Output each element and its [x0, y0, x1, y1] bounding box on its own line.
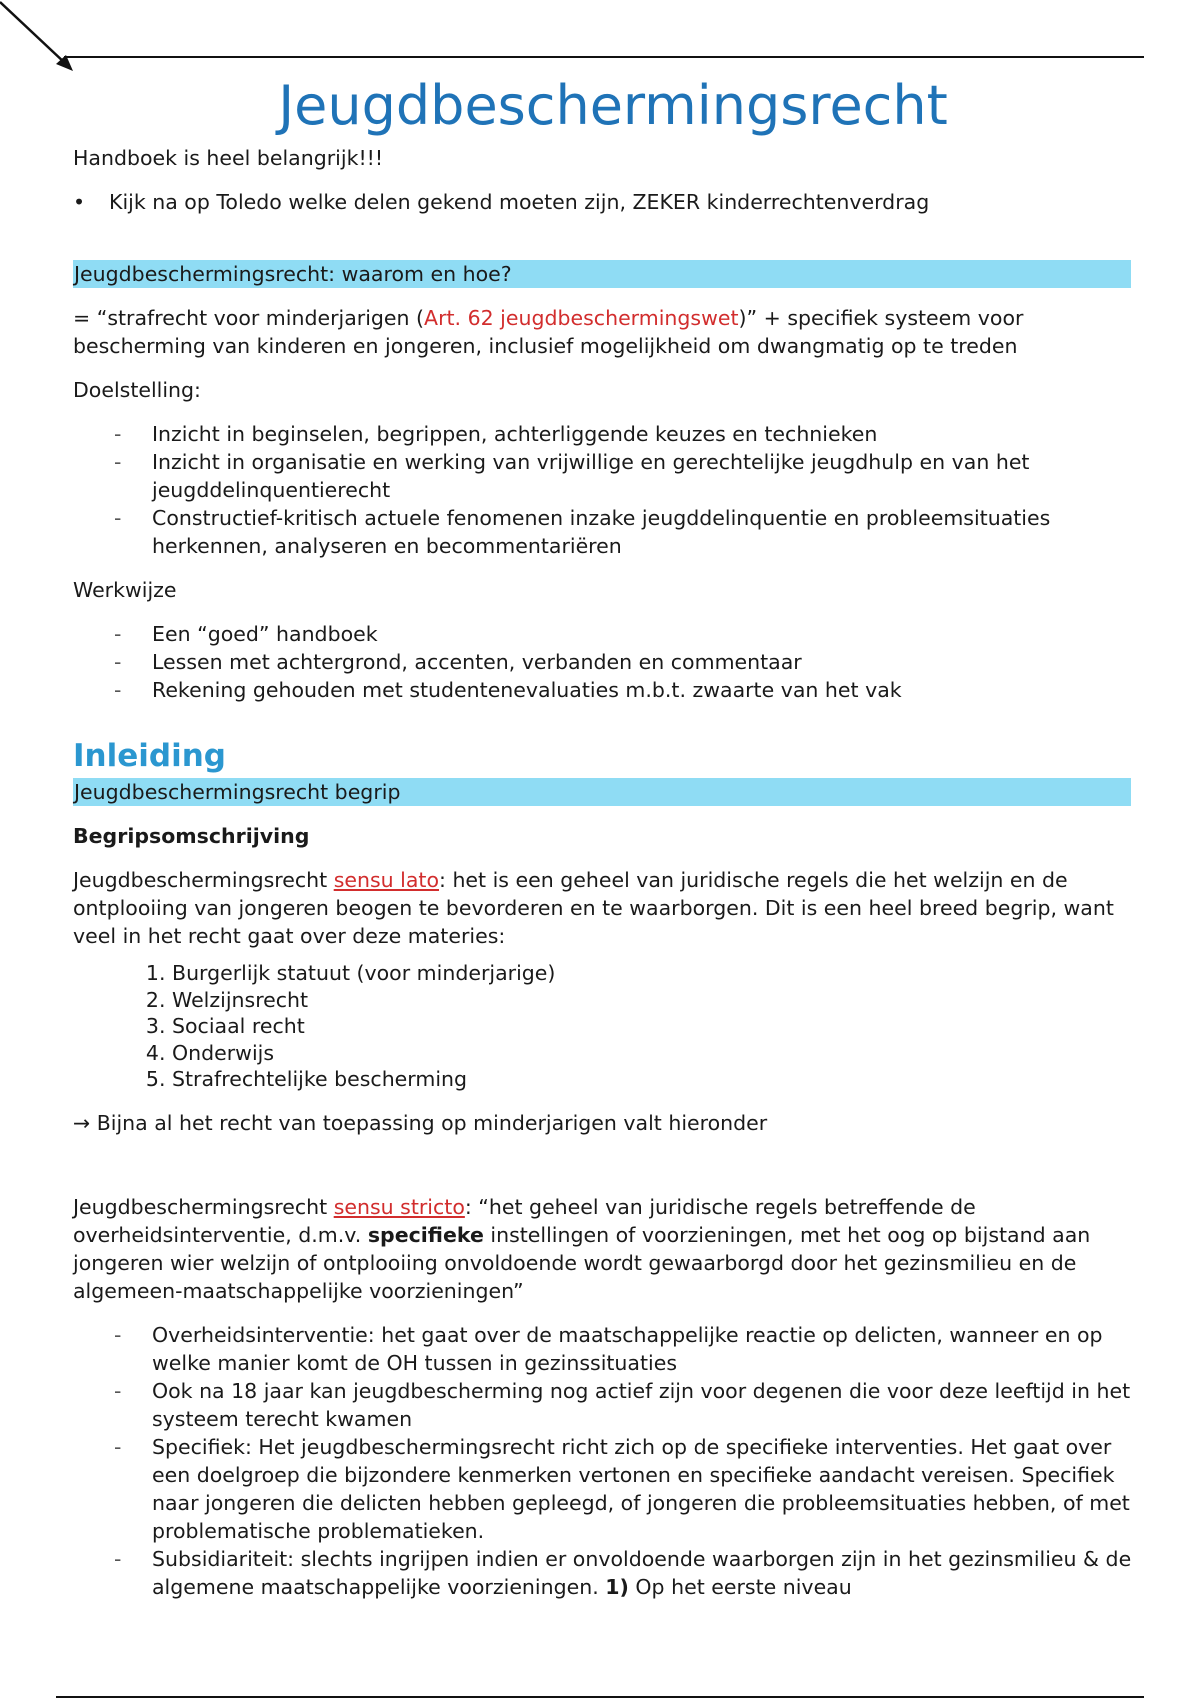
goals-label: Doelstelling:: [73, 378, 201, 402]
subheading-begripsomschrijving: Begripsomschrijving: [73, 824, 310, 848]
list-item: - Inzicht in beginselen, begrippen, achterliggende keuzes en technieken: [152, 420, 1133, 448]
section-heading-waarom: Jeugdbeschermingsrecht: waarom en hoe?: [73, 260, 1131, 288]
definition-paragraph: = “strafrecht voor minderjarigen (Art. 62 jeugdbeschermingswet)” + specifiek systeem voor bescherming van kinderen en jongeren, inclusief mogelijkheid om dwangmatig op te treden: [73, 306, 1024, 358]
list-item: - Ook na 18 jaar kan jeugdbescherming nog actief zijn voor degenen die voor deze leeftijd in het systeem terecht kwamen: [152, 1377, 1133, 1433]
stricto-points-list: [73, 1321, 1133, 1601]
conclusion-line: → Bijna al het recht van toepassing op minderjarigen valt hieronder: [73, 1110, 768, 1135]
sensu-lato-term: sensu lato: [333, 868, 440, 892]
list-item: - Inzicht in organisatie en werking van vrijwillige en gerechtelijke jeugdhulp en van het jeugddelinquentierecht: [152, 448, 1133, 504]
document-title: Jeugdbeschermingsrecht: [278, 74, 948, 137]
specifieke-bold: specifieke: [367, 1222, 484, 1247]
list-item: - Specifiek: Het jeugdbeschermingsrecht richt zich op de specifieke interventies. Het gaat over een doelgroep die bijzondere kenmerken vertonen en specifieke aandacht vereisen. Specifiek naar jongeren die delicten hebben gepleegd, of jongeren die probleemsituaties hebben, of met problematische problematieken.: [152, 1433, 1133, 1545]
method-list: [73, 620, 1133, 704]
sensu-lato-paragraph: Jeugdbeschermingsrecht sensu lato: het is een geheel van juridische regels die het welzijn en de ontplooiing van jongeren beogen te bevorderen en te waarborgen. Dit is een heel breed begrip, want veel in het recht gaat over deze materies:: [73, 868, 1114, 948]
list-item: - Een “goed” handboek: [152, 620, 1133, 648]
list-item: - Subsidiariteit: slechts ingrijpen indien er onvoldoende waarborgen zijn in het gezinsmilieu & de algemene maatschappelijke voorzieningen. 1) Op het eerste niveau: [152, 1545, 1133, 1601]
list-item: - Lessen met achtergrond, accenten, verbanden en commentaar: [152, 648, 1133, 676]
materies-list: [73, 960, 1133, 1093]
list-item: - Rekening gehouden met studentenevaluaties m.b.t. zwaarte van het vak: [152, 676, 1133, 704]
intro-list: [73, 188, 1133, 216]
sensu-stricto-term: sensu stricto: [333, 1194, 465, 1219]
document-page: [73, 72, 1133, 1601]
list-item: 4. Onderwijs: [172, 1040, 1133, 1067]
intro-bullet: • Kijk na op Toledo welke delen gekend moeten zijn, ZEKER kinderrechtenverdrag: [73, 188, 1133, 216]
list-item: 3. Sociaal recht: [172, 1013, 1133, 1040]
intro-note: Handboek is heel belangrijk!!!: [73, 146, 384, 170]
list-item: 5. Strafrechtelijke bescherming: [172, 1066, 1133, 1093]
goals-list: [73, 420, 1133, 560]
article-reference: Art. 62 jeugdbeschermingswet: [424, 306, 739, 330]
list-item: 2. Welzijnsrecht: [172, 987, 1133, 1014]
list-item: 1. Burgerlijk statuut (voor minderjarige): [172, 960, 1133, 987]
sensu-stricto-paragraph: Jeugdbeschermingsrecht sensu stricto: “het geheel van juridische regels betreffende de overheidsinterventie, d.m.v. specifieke instellingen of voorzieningen, met het oog op bijstand aan jongeren wier welzijn of ontplooiing onvoldoende wordt gewaarborgd door het gezinsmilieu en de algemeen-maatschappelijke voorzieningen”: [73, 1194, 1091, 1303]
top-rule: [64, 56, 1144, 58]
list-item: - Constructief-kritisch actuele fenomenen inzake jeugddelinquentie en probleemsituaties herkennen, analyseren en becommentariëren: [152, 504, 1133, 560]
section-heading-begrip: Jeugdbeschermingsrecht begrip: [73, 778, 1131, 806]
bottom-rule: [56, 1696, 1144, 1698]
list-item: - Overheidsinterventie: het gaat over de maatschappelijke reactie op delicten, wanneer en op welke manier komt de OH tussen in gezinssituaties: [152, 1321, 1133, 1377]
section-title-inleiding: Inleiding: [73, 738, 226, 774]
method-label: Werkwijze: [73, 578, 177, 602]
corner-arrow-icon: [0, 0, 80, 80]
